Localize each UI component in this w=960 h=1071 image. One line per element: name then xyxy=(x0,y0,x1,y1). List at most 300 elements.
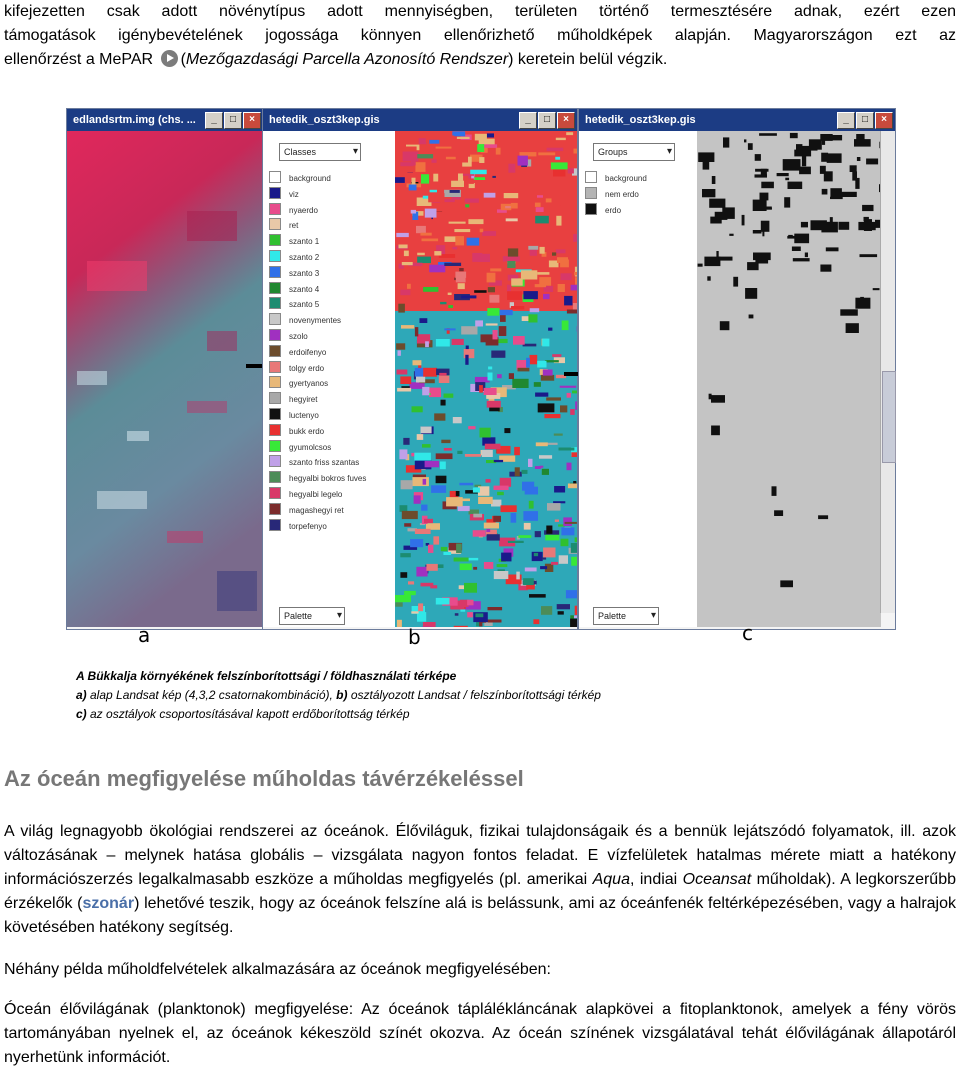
class-patch xyxy=(572,391,577,394)
forest-patch xyxy=(707,276,710,280)
legend-label: szanto 1 xyxy=(289,237,320,247)
forest-patch xyxy=(824,171,833,181)
class-patch xyxy=(444,328,455,330)
class-patch xyxy=(465,355,468,365)
legend-label: hegyiret xyxy=(289,395,318,405)
forest-patch xyxy=(862,205,873,211)
class-patch xyxy=(404,523,411,527)
class-patch xyxy=(420,233,431,236)
class-patch xyxy=(443,552,451,555)
class-patch xyxy=(469,178,474,184)
class-patch xyxy=(464,583,477,593)
figure-caption-title: A Bükkalja környékének felszínborítottsági / földhasználati térképe xyxy=(76,669,457,683)
class-patch xyxy=(561,527,574,535)
panel-letter-b: b xyxy=(408,625,421,649)
class-patch xyxy=(452,339,464,345)
class-patch xyxy=(422,239,439,242)
class-patch xyxy=(468,426,475,429)
class-patch xyxy=(456,544,462,554)
class-patch xyxy=(450,190,460,193)
class-patch xyxy=(473,567,477,570)
class-patch xyxy=(454,626,468,627)
class-patch xyxy=(423,287,438,292)
forest-patch xyxy=(794,234,809,244)
class-patch xyxy=(565,522,577,524)
caption-a-label: a) xyxy=(76,688,87,702)
class-patch xyxy=(395,602,402,607)
class-patch xyxy=(444,263,461,266)
class-patch xyxy=(412,477,429,486)
ocean-paragraph-1 xyxy=(4,820,956,940)
forest-patch xyxy=(840,309,858,315)
class-patch xyxy=(448,305,453,308)
class-patch xyxy=(459,483,473,486)
caption-b-text: osztályozott Landsat / felszínborítottsági térkép xyxy=(347,688,601,702)
window-b-title: hetedik_oszt3kep.gis xyxy=(269,114,380,126)
forest-patch xyxy=(703,162,710,170)
minimize-icon[interactable]: _ xyxy=(519,112,537,129)
class-patch xyxy=(482,450,493,457)
forest-patch xyxy=(709,394,712,400)
legend-swatch xyxy=(269,234,281,246)
class-patch xyxy=(533,619,539,624)
legend-panel-b xyxy=(263,131,395,627)
class-legend-item xyxy=(269,345,326,357)
class-patch xyxy=(455,613,459,616)
legend-swatch xyxy=(269,408,281,420)
legend-swatch xyxy=(585,171,597,183)
class-patch xyxy=(417,253,425,256)
class-patch xyxy=(543,294,550,299)
legend-swatch xyxy=(269,471,281,483)
window-a-titlebar xyxy=(67,109,263,131)
class-patch xyxy=(456,491,460,496)
class-patch xyxy=(441,440,450,443)
class-patch xyxy=(541,375,554,381)
minimize-icon[interactable]: _ xyxy=(205,112,223,129)
class-patch xyxy=(540,466,544,468)
classified-map xyxy=(395,131,577,627)
class-patch xyxy=(486,156,498,160)
class-patch xyxy=(487,273,496,283)
class-patch xyxy=(430,190,437,193)
class-patch xyxy=(534,382,541,387)
class-patch xyxy=(411,157,416,165)
class-patch xyxy=(534,553,538,556)
class-patch xyxy=(536,207,544,212)
window-c-title: hetedik_oszt3kep.gis xyxy=(585,114,696,126)
paren-open: ( xyxy=(180,51,186,68)
class-patch xyxy=(473,488,480,493)
figure-caption-line-3 xyxy=(76,705,410,724)
class-patch xyxy=(509,373,514,379)
class-patch xyxy=(452,247,457,250)
class-legend-item xyxy=(269,313,341,325)
class-patch xyxy=(552,354,561,357)
class-legend-item xyxy=(269,203,318,215)
legend-label: gyumolcsos xyxy=(289,442,332,452)
class-patch xyxy=(575,537,577,542)
section-heading: Az óceán megfigyelése műholdas távérzékeléssel xyxy=(4,766,524,791)
class-patch xyxy=(474,290,486,293)
legend-swatch xyxy=(269,250,281,262)
forest-patch xyxy=(802,156,806,166)
class-patch xyxy=(461,295,476,298)
class-patch xyxy=(518,156,528,166)
class-patch xyxy=(451,181,464,187)
class-legend-item xyxy=(269,424,324,436)
class-legend-item xyxy=(269,171,331,183)
panel-letter-a: a xyxy=(138,623,151,647)
class-patch xyxy=(444,394,454,398)
class-patch xyxy=(434,251,441,255)
class-patch xyxy=(431,485,446,493)
class-patch xyxy=(480,428,491,438)
class-patch xyxy=(429,140,439,144)
close-icon[interactable]: × xyxy=(875,112,893,129)
close-icon[interactable]: × xyxy=(557,112,575,129)
class-patch xyxy=(523,511,538,521)
classes-dropdown-value: Classes xyxy=(284,147,317,157)
close-icon[interactable]: × xyxy=(243,112,261,129)
forest-patch xyxy=(759,133,777,136)
class-patch xyxy=(500,314,506,322)
maximize-icon[interactable]: □ xyxy=(538,112,556,129)
class-patch xyxy=(487,534,500,540)
class-patch xyxy=(418,272,430,279)
forest-patch xyxy=(747,262,759,270)
forest-patch xyxy=(830,188,842,198)
class-patch xyxy=(494,486,509,490)
class-patch xyxy=(575,401,577,410)
class-patch xyxy=(503,256,520,261)
class-patch xyxy=(418,244,434,252)
forest-patch xyxy=(788,182,803,189)
class-patch xyxy=(573,303,577,310)
class-legend-item xyxy=(269,408,319,420)
class-patch xyxy=(539,277,551,286)
class-patch xyxy=(535,203,541,207)
class-patch xyxy=(535,216,549,224)
class-patch xyxy=(557,604,570,609)
forest-patch xyxy=(742,215,745,226)
class-patch xyxy=(418,603,423,611)
maximize-icon[interactable]: □ xyxy=(856,112,874,129)
class-patch xyxy=(528,246,538,250)
class-patch xyxy=(551,162,568,169)
maximize-icon[interactable]: □ xyxy=(224,112,242,129)
class-patch xyxy=(487,133,494,137)
legend-label: hegyalbi bokros fuves xyxy=(289,474,367,484)
class-patch xyxy=(528,314,537,322)
forest-patch xyxy=(873,288,880,290)
class-patch xyxy=(422,387,429,395)
forest-patch xyxy=(805,253,808,258)
class-patch xyxy=(419,138,427,144)
class-patch xyxy=(488,287,495,292)
class-patch xyxy=(556,216,561,226)
class-patch xyxy=(504,193,519,198)
scrollbar[interactable] xyxy=(880,131,895,613)
p1-part4: ) lehetővé teszik, hogy az óceánok felszíne alá is belássunk, ami az óceánfenék feltérképezésében, vagy a halrajok követésében hatékony segítség. xyxy=(4,895,956,936)
class-patch xyxy=(561,273,572,280)
class-patch xyxy=(454,229,470,232)
play-icon[interactable] xyxy=(161,50,178,67)
forest-patch xyxy=(748,143,753,150)
class-patch xyxy=(479,385,483,393)
class-patch xyxy=(412,406,423,412)
legend-label: szolo xyxy=(289,332,308,341)
class-patch xyxy=(417,154,433,158)
scrollbar-thumb[interactable] xyxy=(882,371,896,463)
caption-a-text: alap Landsat kép (4,3,2 csatornakombináció), xyxy=(86,688,337,702)
forest-patch xyxy=(709,199,725,208)
class-patch xyxy=(487,308,499,316)
class-patch xyxy=(571,285,577,291)
landsat-image xyxy=(67,131,263,627)
class-patch xyxy=(400,572,407,578)
class-legend-item xyxy=(269,392,317,404)
legend-swatch xyxy=(269,282,281,294)
window-b xyxy=(262,108,578,630)
class-patch xyxy=(488,373,493,381)
legend-swatch xyxy=(269,503,281,515)
sonar-link[interactable]: szonár xyxy=(82,895,135,912)
class-patch xyxy=(434,413,445,420)
ocean-paragraph-2: Néhány példa műholdfelvételek alkalmazására az óceánok megfigyelésében: xyxy=(4,961,551,978)
class-patch xyxy=(543,370,553,376)
class-patch xyxy=(574,272,577,275)
class-patch xyxy=(421,174,429,183)
legend-label: luctenyo xyxy=(289,411,319,420)
class-patch xyxy=(529,501,534,509)
class-patch xyxy=(421,427,432,434)
legend-label: background xyxy=(605,174,647,183)
class-patch xyxy=(483,144,497,148)
class-patch xyxy=(561,539,569,547)
class-patch xyxy=(397,370,408,375)
class-patch xyxy=(479,157,484,163)
class-patch xyxy=(464,349,475,358)
class-patch xyxy=(453,417,462,423)
forest-patch xyxy=(822,189,828,195)
forest-patch xyxy=(733,277,738,287)
class-patch xyxy=(506,218,518,221)
legend-label: gyertyanos xyxy=(289,379,329,389)
class-patch xyxy=(421,583,434,587)
class-patch xyxy=(508,541,524,543)
class-patch xyxy=(429,388,441,398)
forest-patch xyxy=(846,323,859,333)
class-patch xyxy=(575,277,577,285)
class-patch xyxy=(400,290,410,296)
class-patch xyxy=(539,455,552,459)
class-patch xyxy=(436,453,453,459)
forest-patch xyxy=(820,134,832,141)
forest-patch xyxy=(826,247,839,251)
class-patch xyxy=(397,388,411,392)
forest-patch xyxy=(716,251,718,262)
forest-patch xyxy=(855,178,859,189)
mepar-expansion: Mezőgazdasági Parcella Azonosító Rendszer xyxy=(185,51,509,68)
class-legend-item xyxy=(269,266,319,278)
forest-patch xyxy=(818,515,828,519)
class-patch xyxy=(423,622,436,627)
class-patch xyxy=(563,517,572,526)
class-patch xyxy=(498,310,513,315)
groups-dropdown[interactable] xyxy=(593,143,675,161)
legend-swatch xyxy=(269,424,281,436)
class-patch xyxy=(475,320,483,326)
class-patch xyxy=(543,548,555,558)
legend-label: viz xyxy=(289,189,299,199)
class-legend-item xyxy=(269,297,319,309)
forest-patch xyxy=(780,580,793,587)
class-patch xyxy=(467,600,473,606)
legend-label: szanto friss szantas xyxy=(289,458,360,468)
class-patch xyxy=(571,557,577,566)
forest-patch xyxy=(772,486,777,496)
class-patch xyxy=(526,217,531,226)
class-patch xyxy=(544,414,560,418)
class-patch xyxy=(570,619,577,627)
class-patch xyxy=(446,497,463,506)
class-patch xyxy=(402,511,418,519)
class-legend-item xyxy=(269,440,331,452)
class-patch xyxy=(537,272,549,275)
class-patch xyxy=(568,484,577,489)
class-patch xyxy=(507,285,511,292)
class-patch xyxy=(556,249,566,253)
class-patch xyxy=(566,590,577,598)
palette-dropdown-value: Palette xyxy=(598,611,627,621)
class-patch xyxy=(468,219,483,224)
legend-swatch xyxy=(269,487,281,499)
class-patch xyxy=(469,510,480,515)
panel-letter-c: c xyxy=(742,621,753,645)
class-patch xyxy=(511,203,518,209)
window-a-title: edlandsrtm.img (chs. ... xyxy=(73,114,196,126)
intro-line-3 xyxy=(4,48,956,72)
forest-patch xyxy=(793,258,810,261)
class-patch xyxy=(436,476,447,484)
forest-patch xyxy=(723,137,729,147)
figure-caption-line-2 xyxy=(76,686,601,705)
class-patch xyxy=(568,168,574,173)
class-patch xyxy=(458,174,463,181)
class-patch xyxy=(457,451,462,454)
legend-label: szanto 2 xyxy=(289,253,320,262)
class-patch xyxy=(486,479,491,483)
class-patch xyxy=(523,578,534,585)
class-patch xyxy=(449,222,466,224)
class-patch xyxy=(475,613,483,617)
legend-swatch xyxy=(269,519,281,531)
class-patch xyxy=(398,350,401,355)
classes-dropdown[interactable] xyxy=(279,143,361,161)
class-patch xyxy=(428,193,444,202)
palette-dropdown[interactable] xyxy=(593,607,659,625)
legend-label: erdoifenyo xyxy=(289,347,327,357)
class-patch xyxy=(402,262,413,265)
class-patch xyxy=(410,539,423,547)
forest-patch xyxy=(698,152,714,162)
class-patch xyxy=(540,566,547,569)
class-patch xyxy=(562,321,569,331)
class-patch xyxy=(444,448,452,451)
class-patch xyxy=(466,346,469,350)
class-legend-item xyxy=(269,487,342,499)
forest-patch xyxy=(790,133,798,138)
class-patch xyxy=(416,376,425,382)
class-patch xyxy=(573,481,576,484)
legend-panel-c xyxy=(579,131,697,627)
class-patch xyxy=(416,567,427,577)
class-patch xyxy=(439,373,446,376)
class-patch xyxy=(557,257,568,263)
class-patch xyxy=(546,397,561,400)
class-patch xyxy=(465,199,479,203)
class-patch xyxy=(411,611,418,613)
class-patch xyxy=(529,594,546,598)
palette-dropdown[interactable] xyxy=(279,607,345,625)
caption-c-label: c) xyxy=(76,707,87,721)
class-patch xyxy=(425,341,429,347)
groups-dropdown-value: Groups xyxy=(598,147,628,157)
class-patch xyxy=(528,459,533,467)
class-patch xyxy=(559,555,568,564)
legend-swatch xyxy=(269,297,281,309)
class-patch xyxy=(415,327,418,336)
legend-swatch xyxy=(269,376,281,388)
forest-patch xyxy=(712,176,716,184)
forest-patch xyxy=(857,157,861,161)
class-patch xyxy=(428,545,433,553)
window-a xyxy=(66,108,264,630)
class-patch xyxy=(467,612,473,617)
intro-paragraph xyxy=(4,0,956,72)
class-patch xyxy=(500,188,512,193)
class-patch xyxy=(546,526,552,534)
class-legend-item xyxy=(269,376,328,388)
class-patch xyxy=(554,486,565,493)
class-legend-item xyxy=(269,361,324,373)
class-legend-item xyxy=(269,471,366,483)
class-patch xyxy=(480,229,484,233)
class-patch xyxy=(501,505,517,512)
class-patch xyxy=(484,562,493,569)
class-patch xyxy=(465,454,481,457)
class-patch xyxy=(396,233,409,237)
class-patch xyxy=(395,595,411,602)
class-patch xyxy=(487,401,501,408)
minimize-icon[interactable]: _ xyxy=(837,112,855,129)
class-patch xyxy=(414,495,421,503)
forest-patch xyxy=(820,265,831,272)
class-patch xyxy=(461,326,477,334)
class-patch xyxy=(455,272,466,278)
forest-patch xyxy=(854,139,871,147)
class-patch xyxy=(446,157,456,160)
class-patch xyxy=(395,177,405,183)
class-patch xyxy=(482,231,496,236)
class-patch xyxy=(573,234,577,242)
class-patch xyxy=(488,607,503,610)
class-patch xyxy=(571,543,577,553)
legend-swatch xyxy=(269,187,281,199)
class-patch xyxy=(570,409,575,415)
forest-patch xyxy=(719,257,733,261)
